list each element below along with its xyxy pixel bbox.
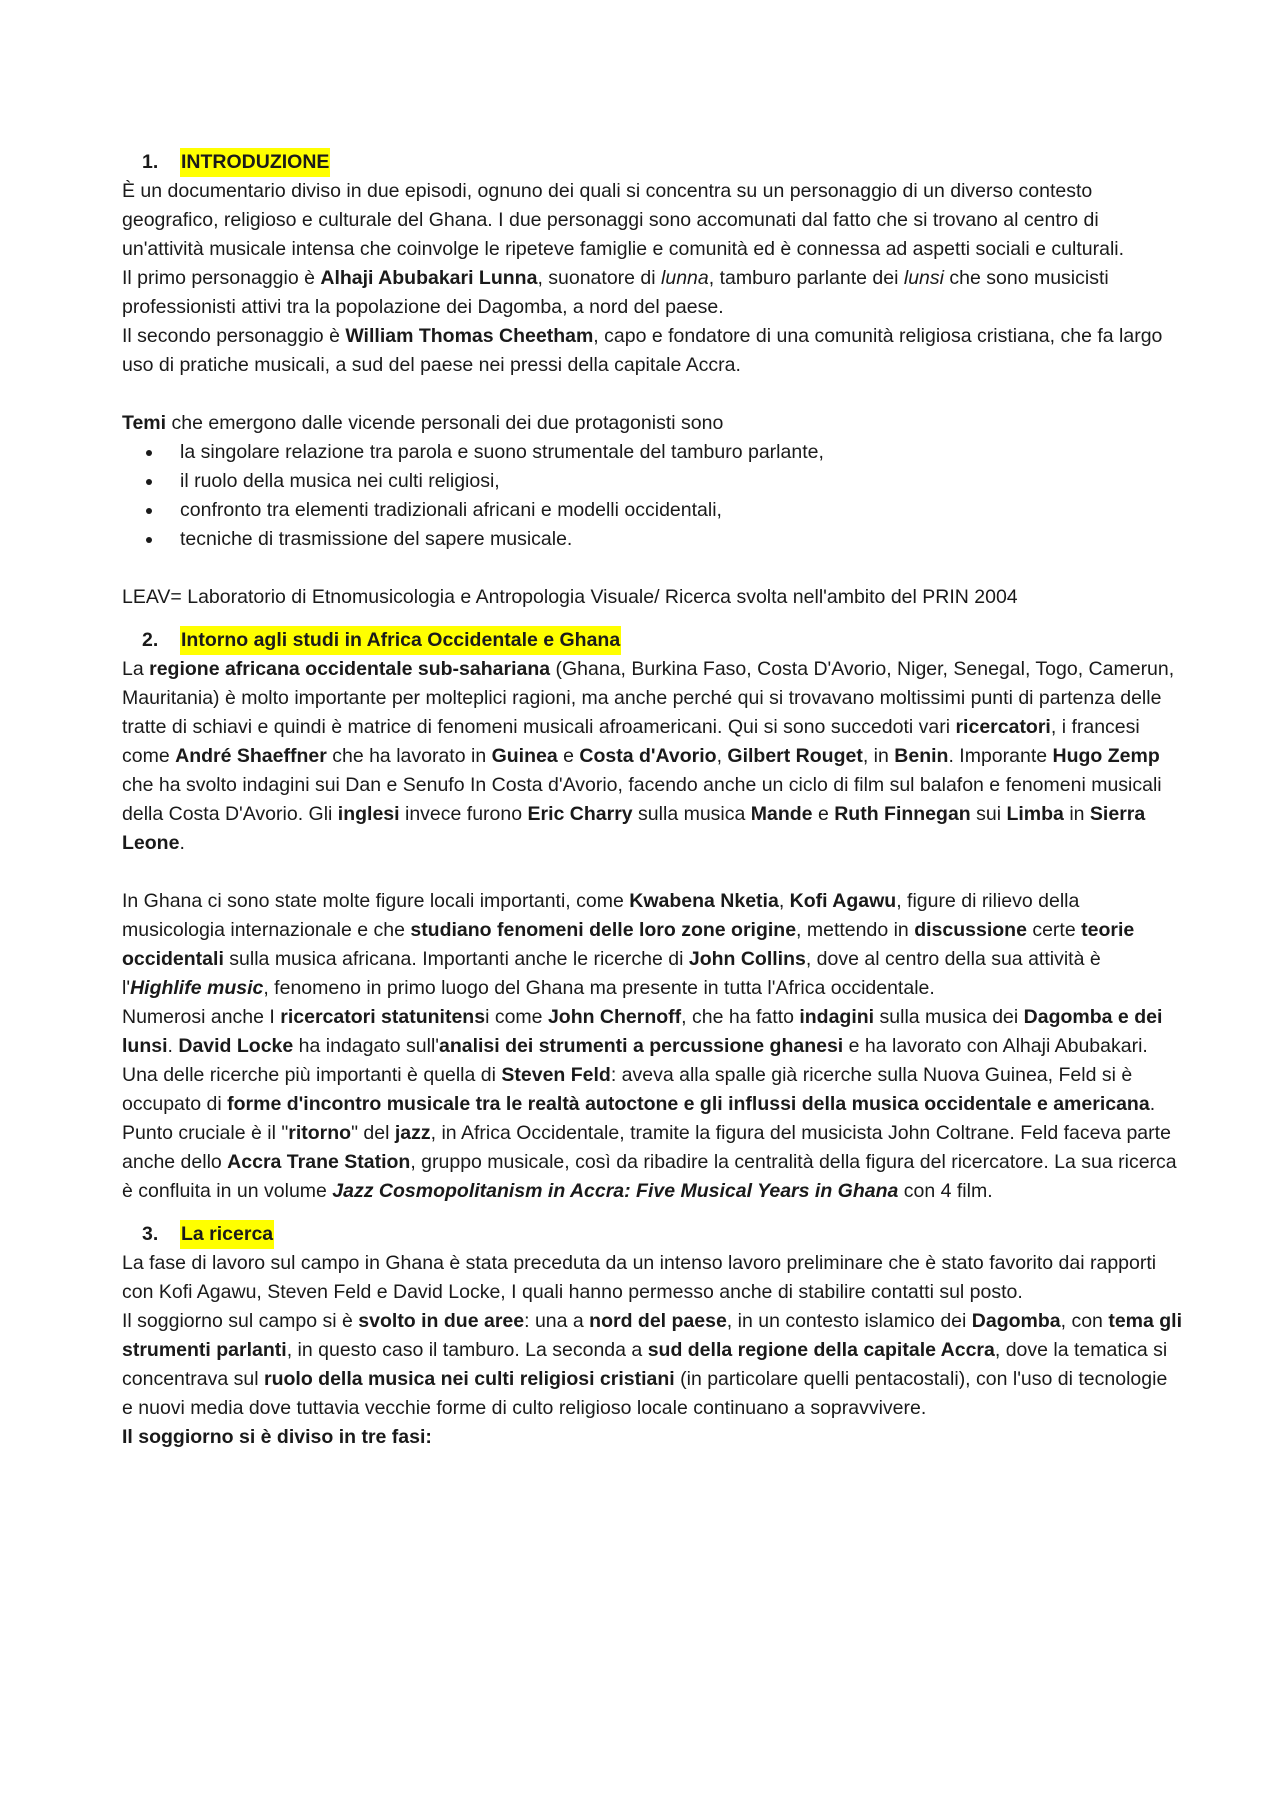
leav-note: LEAV= Laboratorio di Etnomusicologia e Antropologia Visuale/ Ricerca svolta nell'ambito del PRIN 2004	[122, 586, 1018, 608]
paragraph: Il soggiorno sul campo si è svolto in due aree: una a nord del paese, in un contesto islamico dei Dagomba, con tema gli strumenti parlanti, in questo caso il tamburo. La seconda a sud della regione della capitale Accra, dove la tematica si concentrava sul ruolo della musica nei culti religiosi cristiani (in particolare quelli pentacostali), con l'uso di tecnologie e nuovi media dove tuttavia vecchie forme di culto religioso locale continuano a sopravvivere.	[122, 1310, 1183, 1419]
paragraph: Numerosi anche I ricercatori statunitensi come John Chernoff, che ha fatto indagini sulla musica dei Dagomba e dei lunsi. David Locke ha indagato sull'analisi dei strumenti a percussione ghanesi e ha lavorato con Alhaji Abubakari.	[122, 1006, 1163, 1057]
themes-intro: Temi che emergono dalle vicende personali dei due protagonisti sono	[122, 412, 724, 434]
document-page	[122, 148, 1182, 1452]
list-item: la singolare relazione tra parola e suono strumentale del tamburo parlante,	[122, 438, 1182, 467]
section-title: La ricerca	[180, 1220, 274, 1249]
paragraph: La fase di lavoro sul campo in Ghana è stata preceduta da un intenso lavoro preliminare che è stato favorito dai rapporti con Kofi Agawu, Steven Feld e David Locke, I quali hanno permesso anche di stabilire contatti sul posto.	[122, 1252, 1157, 1303]
list-item: confronto tra elementi tradizionali africani e modelli occidentali,	[122, 496, 1182, 525]
paragraph: Il soggiorno si è diviso in tre fasi:	[122, 1426, 432, 1448]
list-item: il ruolo della musica nei culti religiosi,	[122, 467, 1182, 496]
section-heading-2	[122, 626, 1182, 655]
list-item: tecniche di trasmissione del sapere musicale.	[122, 525, 1182, 554]
section-title: Intorno agli studi in Africa Occidentale e Ghana	[180, 626, 621, 655]
section-number: 3.	[142, 1223, 159, 1245]
section-heading-3	[122, 1220, 1182, 1249]
paragraph: Il primo personaggio è Alhaji Abubakari Lunna, suonatore di lunna, tamburo parlante dei lunsi che sono musicisti professionisti attivi tra la popolazione dei Dagomba, a nord del paese.	[122, 267, 1109, 318]
paragraph: Una delle ricerche più importanti è quella di Steven Feld: aveva alla spalle già ricerche sulla Nuova Guinea, Feld si è occupato di forme d'incontro musicale tra le realtà autoctone e gli influssi della musica occidentale e americana. Punto cruciale è il "ritorno" del jazz, in Africa Occidentale, tramite la figura del musicista John Coltrane. Feld faceva parte anche dello Accra Trane Station, gruppo musicale, così da ribadire la centralità della figura del ricercatore. La sua ricerca è confluita in un volume Jazz Cosmopolitanism in Accra: Five Musical Years in Ghana con 4 film.	[122, 1064, 1177, 1202]
section-number: 1.	[142, 151, 159, 173]
paragraph: È un documentario diviso in due episodi, ognuno dei quali si concentra su un personaggio di un diverso contesto geografico, religioso e culturale del Ghana. I due personaggi sono accomunati dal fatto che si trovano al centro di un'attività musicale intensa che coinvolge le ripeteve famiglie e comunità ed è connessa ad aspetti sociali e culturali.	[122, 180, 1125, 260]
section-number: 2.	[142, 629, 159, 651]
paragraph: In Ghana ci sono state molte figure locali importanti, come Kwabena Nketia, Kofi Agawu, figure di rilievo della musicologia internazionale e che studiano fenomeni delle loro zone origine, mettendo in discussione certe teorie occidentali sulla musica africana. Importanti anche le ricerche di John Collins, dove al centro della sua attività è l'Highlife music, fenomeno in primo luogo del Ghana ma presente in tutta l'Africa occidentale.	[122, 890, 1135, 999]
themes-list	[122, 438, 1182, 554]
paragraph: Il secondo personaggio è William Thomas Cheetham, capo e fondatore di una comunità religiosa cristiana, che fa largo uso di pratiche musicali, a sud del paese nei pressi della capitale Accra.	[122, 325, 1163, 376]
paragraph: La regione africana occidentale sub-sahariana (Ghana, Burkina Faso, Costa D'Avorio, Niger, Senegal, Togo, Camerun, Mauritania) è molto importante per molteplici ragioni, ma anche perché qui si trovavano moltissimi punti di partenza delle tratte di schiavi e quindi è matrice di fenomeni musicali afroamericani. Qui si sono succedoti vari ricercatori, i francesi come André Shaeffner che ha lavorato in Guinea e Costa d'Avorio, Gilbert Rouget, in Benin. Imporante Hugo Zemp che ha svolto indagini sui Dan e Senufo In Costa d'Avorio, facendo anche un ciclo di film sul balafon e fenomeni musicali della Costa D'Avorio. Gli inglesi invece furono Eric Charry sulla musica Mande e Ruth Finnegan sui Limba in Sierra Leone.	[122, 658, 1175, 854]
section-title: INTRODUZIONE	[180, 148, 330, 177]
section-heading-1	[122, 148, 1182, 177]
